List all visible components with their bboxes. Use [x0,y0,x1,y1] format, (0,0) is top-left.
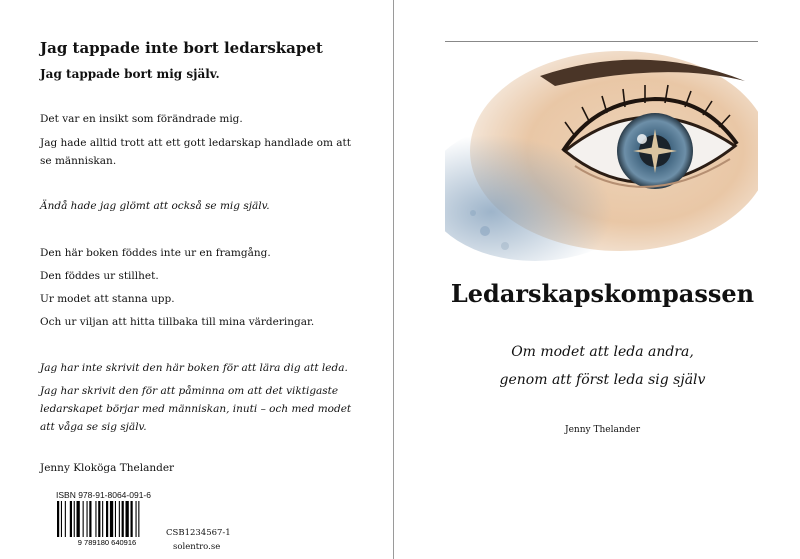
back-paragraph: Jag har inte skrivit den här boken för att lära dig att leda. [40,362,348,374]
book-author: Jenny Thelander [564,425,641,435]
back-cover-subheading: Jag tappade bort mig själv. [40,67,220,81]
back-author-signature: Jenny Kloköga Thelander [40,462,175,474]
publisher-website: solentro.se [173,542,221,552]
back-paragraph: Jag har skrivit den för att påminna om att det viktigaste ledarskapet börjar med människan, inuti – och med modet att våga se sig själv. [40,385,352,433]
book-subtitle-line-2: genom att först leda sig själv [499,372,706,388]
back-cover-heading: Jag tappade inte bort ledarskapet [40,39,323,57]
isbn-label: ISBN 978-91-8064-091-6 [56,490,151,500]
spine-left-edge [393,0,394,559]
barcode-image [55,501,160,547]
back-paragraph: Ur modet att stanna upp. [40,293,175,305]
book-title: Ledarskapskompassen [450,279,755,308]
back-paragraph: Det var en insikt som förändrade mig. [40,113,243,125]
back-paragraph: Jag hade alltid trott att ett gott ledarskap handlade om att se människan. [40,137,351,167]
back-paragraph: Ändå hade jag glömt att också se mig själv. [40,200,270,212]
barcode-digits: 9 789180 640916 [77,538,137,547]
back-paragraph: Och ur viljan att hitta tillbaka till mina värderingar. [40,316,315,328]
back-cover [0,0,393,559]
eye-compass-illustration [445,41,758,266]
back-paragraph: Den föddes ur stillhet. [40,270,159,282]
print-code: CSB1234567-1 [166,528,231,538]
book-subtitle-line-1: Om modet att leda andra, [511,344,694,360]
back-paragraph: Den här boken föddes inte ur en framgång. [40,247,271,259]
